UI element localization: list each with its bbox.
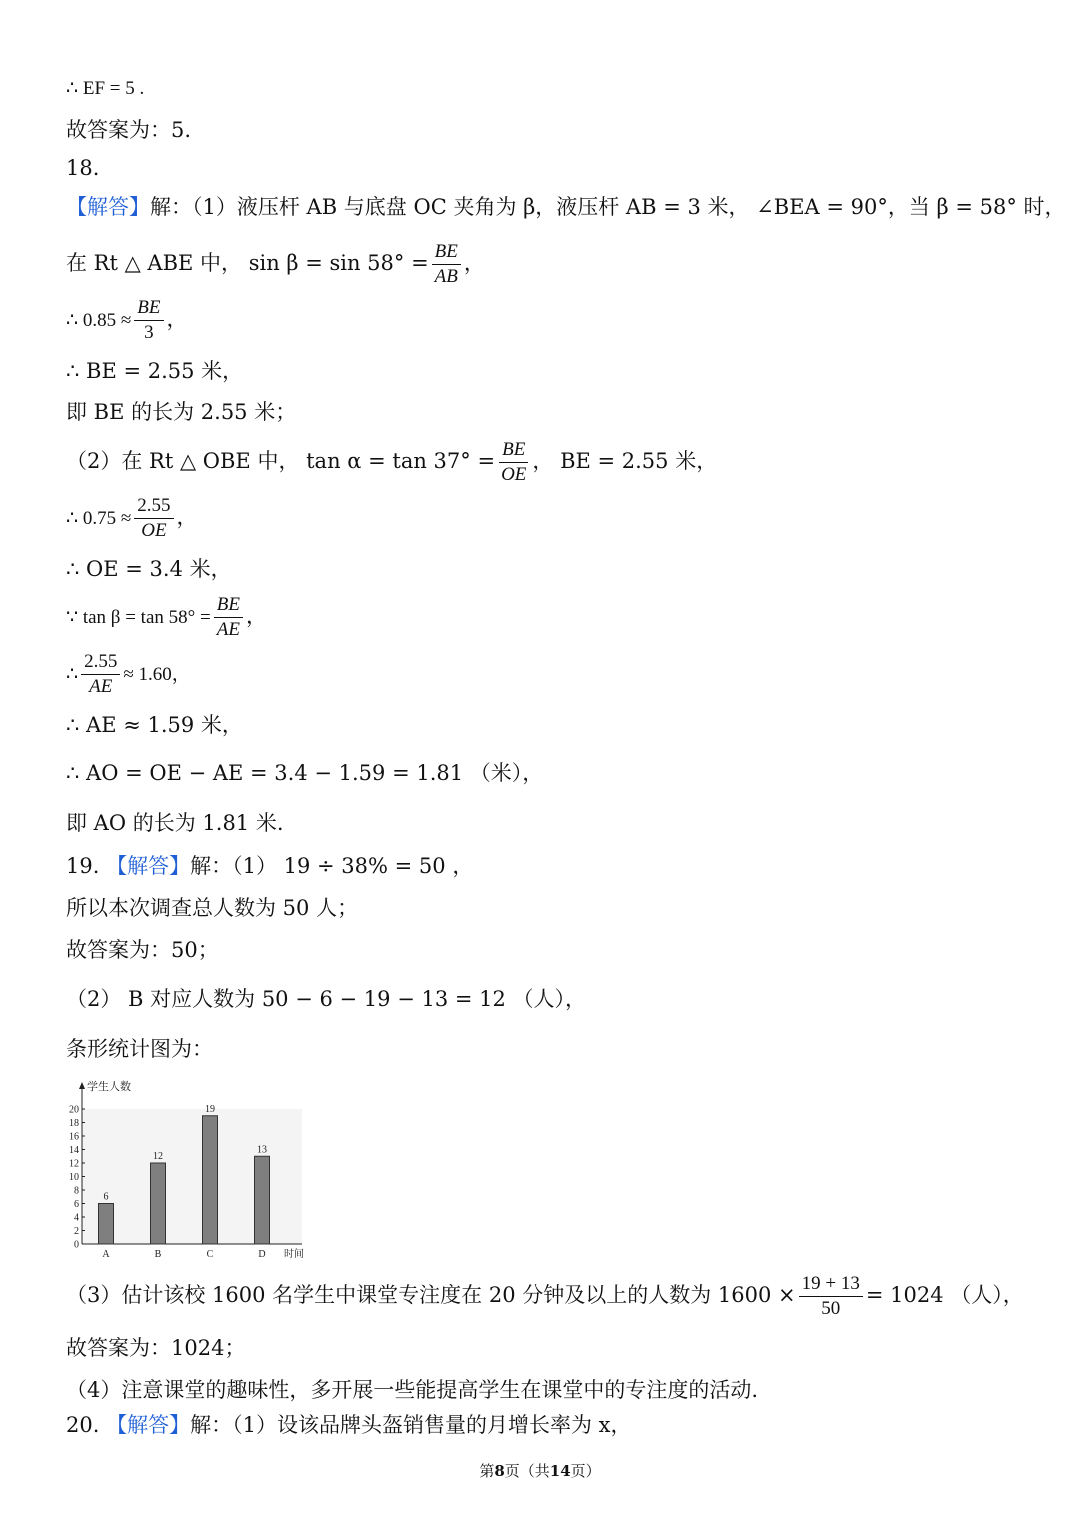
fraction <box>799 1272 863 1321</box>
line-ae-ratio <box>66 650 191 699</box>
fraction-denominator: AE <box>89 676 113 697</box>
line-estimate-text: （3）估计该校 1600 名学生中课堂专注度在 20 分钟及以上的人数为 1600 × <box>66 1283 796 1307</box>
line-19 <box>66 853 473 879</box>
fraction <box>134 296 163 345</box>
line-18-intro-text: 解：（1）液压杆 AB 与底盘 OC 夹角为 β，液压杆 AB = 3 米， ∠BEA = 90°，当 β = 58° 时， <box>150 195 1066 219</box>
page-footer <box>0 1460 1080 1481</box>
x-tick-label: C <box>206 1249 214 1260</box>
line-tan-beta-text: ∵ tan β = tan 58° = <box>66 607 211 628</box>
x-tick-label: D <box>258 1249 266 1260</box>
fraction-denominator: AE <box>216 619 240 640</box>
fraction <box>134 494 173 543</box>
footer-mid: 页（共 <box>504 1462 550 1480</box>
bar-value-label: 13 <box>257 1144 267 1156</box>
line-075-text: ∴ 0.75 ≈ <box>66 508 132 529</box>
bar-value-label: 12 <box>153 1151 163 1162</box>
fraction <box>214 593 243 642</box>
line-oe-value: ∴ OE = 3.4 米， <box>66 557 232 581</box>
line-ao-length: 即 AO 的长为 1.81 米. <box>66 811 284 835</box>
line-20-text: 解：（1）设该品牌头盔销售量的月增长率为 x， <box>190 1413 632 1437</box>
bar-C <box>203 1116 218 1244</box>
therefore-symbol: ∴ <box>66 664 79 685</box>
fraction-numerator: BE <box>134 296 163 321</box>
fraction-numerator: BE <box>214 593 243 618</box>
footer-pre: 第 <box>479 1462 495 1480</box>
fraction-denominator: OE <box>501 464 527 485</box>
line-20 <box>66 1412 631 1438</box>
fraction <box>81 650 120 699</box>
x-axis-title: 时间 <box>284 1249 304 1260</box>
fraction-numerator: BE <box>499 438 528 463</box>
footer-page: 8 <box>494 1462 505 1480</box>
footer-total: 14 <box>549 1462 571 1480</box>
line-ao-calc: ∴ AO = OE − AE = 3.4 − 1.59 = 1.81 （米）， <box>66 761 544 785</box>
y-tick-label: 14 <box>69 1145 79 1156</box>
punct: ， <box>245 604 267 628</box>
answer-tag: 【解答】 <box>106 1413 191 1437</box>
question-number-20: 20. <box>66 1413 100 1437</box>
line-part2 <box>66 438 717 487</box>
bar-A <box>99 1204 114 1245</box>
line-estimate-tail: = 1024 （人）， <box>865 1283 1024 1307</box>
chart-layer <box>69 1079 304 1260</box>
bar-D <box>255 1156 270 1244</box>
fraction-numerator: BE <box>432 240 461 265</box>
line-answer-50: 故答案为：50； <box>66 938 219 962</box>
punct: ， <box>166 307 188 331</box>
footer-post: 页） <box>570 1462 601 1480</box>
y-tick-label: 12 <box>69 1158 79 1170</box>
answer-tag: 【解答】 <box>106 854 191 878</box>
y-axis-title: 学生人数 <box>87 1080 131 1093</box>
y-tick-label: 18 <box>69 1118 79 1129</box>
y-axis-arrow <box>79 1082 85 1089</box>
line-18-intro <box>66 194 1066 220</box>
line-ae-value: ∴ AE ≈ 1.59 米， <box>66 713 243 737</box>
answer-tag: 【解答】 <box>66 195 150 219</box>
fraction <box>432 240 461 289</box>
fraction-numerator: 2.55 <box>134 494 173 519</box>
punct: ， <box>176 505 198 529</box>
line-ae-ratio-tail: ≈ 1.60， <box>123 664 191 685</box>
line-answer-5: 故答案为：5. <box>66 118 192 142</box>
line-part2-tail: ， BE = 2.55 米， <box>532 449 718 473</box>
x-tick-label: B <box>154 1249 162 1260</box>
fraction-denominator: OE <box>141 520 167 541</box>
y-tick-label: 0 <box>74 1239 79 1251</box>
line-19-text: 解：（1） 19 ÷ 38% = 50 ， <box>190 854 474 878</box>
line-085-text: ∴ 0.85 ≈ <box>66 310 132 331</box>
fraction <box>498 438 529 487</box>
fraction-numerator: 2.55 <box>81 650 120 675</box>
y-tick-label: 2 <box>74 1226 79 1237</box>
line-tan-beta <box>66 593 267 642</box>
y-tick-label: 6 <box>74 1199 79 1210</box>
question-number-19: 19. <box>66 854 100 878</box>
line-be-value: ∴ BE = 2.55 米， <box>66 359 244 383</box>
y-tick-label: 16 <box>69 1131 79 1143</box>
line-085 <box>66 296 188 345</box>
line-part2-text: （2）在 Rt △ OBE 中， tan α = tan 37° = <box>66 449 496 473</box>
line-b-count: （2） B 对应人数为 50 − 6 − 19 − 13 = 12 （人）， <box>66 987 587 1011</box>
fraction-denominator: AB <box>434 266 458 287</box>
line-total-people: 所以本次调查总人数为 50 人； <box>66 896 359 920</box>
bar-value-label: 19 <box>205 1103 215 1115</box>
fraction-denominator: 3 <box>144 322 154 343</box>
line-sin-beta-text: 在 Rt △ ABE 中， sin β = sin 58° = <box>66 251 429 275</box>
question-number-18: 18. <box>66 156 100 180</box>
bar-value-label: 6 <box>103 1191 109 1203</box>
y-tick-label: 8 <box>74 1185 79 1197</box>
bar-B <box>151 1163 166 1244</box>
x-tick-label: A <box>102 1249 110 1260</box>
line-suggestion: （4）注意课堂的趣味性，多开展一些能提高学生在课堂中的专注度的活动. <box>66 1378 759 1402</box>
fraction-numerator: 19 + 13 <box>799 1272 863 1297</box>
y-tick-label: 10 <box>69 1172 79 1183</box>
line-be-length: 即 BE 的长为 2.55 米； <box>66 400 297 424</box>
y-tick-label: 20 <box>69 1104 79 1116</box>
line-estimate <box>66 1272 1024 1321</box>
line-ef: ∴ EF = 5 . <box>66 78 145 99</box>
punct: ， <box>463 251 485 275</box>
bar-chart <box>62 1074 322 1264</box>
line-075 <box>66 494 198 543</box>
line-answer-1024: 故答案为：1024； <box>66 1336 246 1360</box>
line-sin-beta <box>66 240 485 289</box>
fraction-denominator: 50 <box>821 1298 841 1319</box>
line-chart-intro: 条形统计图为： <box>66 1037 213 1061</box>
y-tick-label: 4 <box>74 1212 79 1224</box>
